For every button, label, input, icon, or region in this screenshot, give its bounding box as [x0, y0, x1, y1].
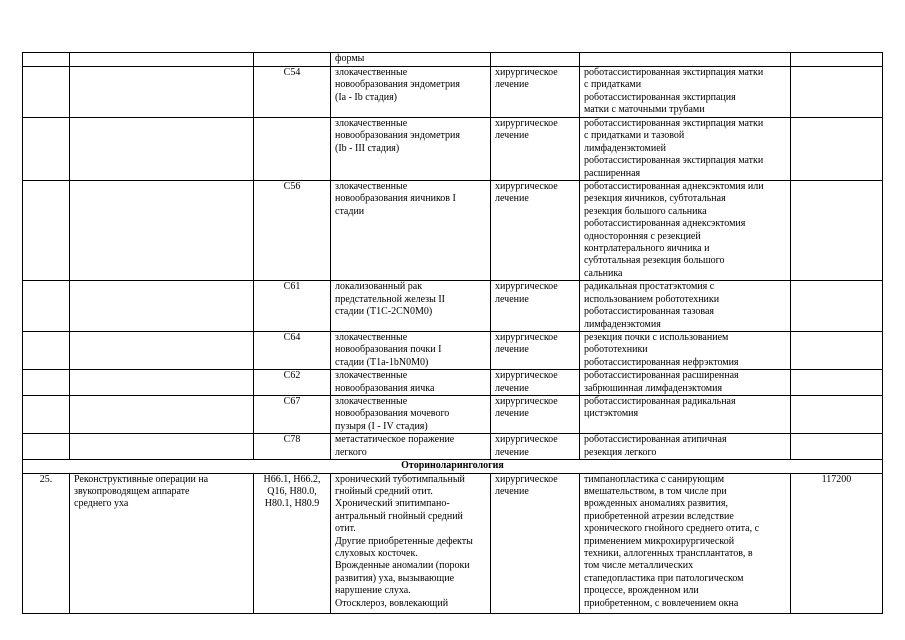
icd-code-cell-line: C64	[283, 331, 301, 343]
treatment-type-cell-line: лечение	[495, 344, 529, 356]
treatment-type-cell	[491, 281, 580, 332]
care-type-cell	[70, 370, 254, 396]
method-cell-line: приобретенной атрезии вследствие	[584, 510, 734, 522]
method-cell-line: роботассистированная экстирпация матки	[584, 118, 764, 129]
method-cell-line: лимфаденэктомия	[584, 318, 661, 330]
method-cell	[580, 281, 791, 332]
icd-code-cell-line: H80.1, H80.9	[264, 498, 320, 510]
diagnosis-cell-line: пузыря (I - IV стадия)	[335, 420, 428, 432]
diagnosis-cell-line: новообразования яичка	[335, 382, 435, 394]
diagnosis-cell	[331, 67, 491, 118]
treatment-type-cell-line: хирургическое	[495, 473, 558, 485]
care-type-cell-line: среднего уха	[74, 498, 129, 510]
method-cell-line: техники, аллогенных трансплантатов, в	[584, 548, 753, 559]
treatment-type-cell-line: хирургическое	[495, 67, 558, 78]
method-cell-line: тимпанопластика с санирующим	[584, 473, 725, 485]
method-cell-line: роботассистированная экстирпация матки	[584, 67, 764, 78]
diagnosis-cell-line: злокачественные	[335, 67, 408, 78]
number-cell	[23, 53, 70, 67]
treatment-type-cell-line: лечение	[495, 193, 529, 205]
method-cell-line: расширенная	[584, 167, 641, 179]
method-cell-line: процессе, врожденном или	[584, 585, 699, 597]
section-row	[23, 460, 883, 473]
diagnosis-cell-line: стадии (T1a-1bN0M0)	[335, 356, 429, 368]
treatment-type-cell-line: лечение	[495, 408, 529, 420]
icd-code-cell-line: C56	[283, 181, 301, 193]
care-type-cell	[70, 395, 254, 433]
price-cell	[791, 331, 883, 369]
icd-code-cell-line: C62	[283, 370, 301, 382]
method-cell-line: забрюшинная лимфаденэктомия	[584, 382, 723, 394]
icd-code-cell	[254, 395, 331, 433]
number-cell-line: 25.	[39, 473, 53, 485]
method-cell-line: роботассистированная расширенная	[584, 370, 739, 382]
table-row	[23, 181, 883, 281]
treatment-type-cell-line: лечение	[495, 485, 529, 497]
diagnosis-cell-line: новообразования эндометрия	[335, 79, 461, 91]
diagnosis-cell-line: хронический туботимпальный	[335, 473, 465, 485]
diagnosis-cell-line: (Ib - III стадия)	[335, 142, 400, 154]
treatment-type-cell-line: хирургическое	[495, 118, 558, 129]
diagnosis-cell-line: злокачественные	[335, 118, 408, 129]
care-type-cell-line: Реконструктивные операции на	[74, 473, 209, 485]
treatment-type-cell	[491, 331, 580, 369]
icd-code-cell	[254, 331, 331, 369]
diagnosis-cell-line: злокачественные	[335, 370, 408, 382]
method-cell-line: роботассистированная экстирпация	[584, 91, 736, 103]
icd-code-cell	[254, 370, 331, 396]
icd-code-cell	[254, 53, 331, 67]
method-cell-line: роботассистированная аднексэктомия	[584, 218, 746, 230]
diagnosis-cell-line: слуховых косточек.	[335, 548, 418, 559]
table-row	[23, 281, 883, 332]
icd-code-cell-line: C67	[283, 395, 301, 407]
diagnosis-cell	[331, 395, 491, 433]
care-type-cell	[70, 281, 254, 332]
icd-code-cell-line: Q16, H80.0,	[267, 485, 317, 497]
table-row	[23, 53, 883, 67]
diagnosis-cell-line: локализованный рак	[335, 281, 423, 293]
number-cell	[23, 281, 70, 332]
diagnosis-cell	[331, 118, 491, 181]
method-cell-line: матки с маточными трубами	[584, 104, 705, 116]
icd-code-cell-line: C78	[283, 434, 301, 446]
diagnosis-cell	[331, 181, 491, 281]
treatment-type-cell-line: лечение	[495, 79, 529, 91]
treatment-type-cell	[491, 395, 580, 433]
icd-code-cell	[254, 473, 331, 613]
diagnosis-cell-line: антральный гнойный средний	[335, 510, 463, 522]
method-cell-line: робототехники	[584, 344, 648, 356]
price-cell	[791, 473, 883, 613]
method-cell-line: вмешательством, в том числе при	[584, 485, 727, 497]
treatment-type-cell	[491, 118, 580, 181]
method-cell-line: радикальная простатэктомия с	[584, 281, 715, 293]
method-cell	[580, 395, 791, 433]
method-cell-line: сальника	[584, 267, 623, 279]
method-cell	[580, 67, 791, 118]
method-cell-line: роботассистированная тазовая	[584, 306, 714, 318]
table-row	[23, 331, 883, 369]
diagnosis-cell-line: стадии (T1C-2CN0M0)	[335, 306, 433, 318]
treatment-type-cell-line: хирургическое	[495, 281, 558, 293]
method-cell-line: резекция яичников, субтотальная	[584, 193, 726, 205]
diagnosis-cell-line: стадии	[335, 205, 365, 217]
icd-code-cell	[254, 118, 331, 181]
number-cell	[23, 370, 70, 396]
price-cell	[791, 370, 883, 396]
treatment-type-cell-line: лечение	[495, 130, 529, 142]
diagnosis-cell-line: формы	[335, 53, 365, 64]
care-type-cell	[70, 181, 254, 281]
method-cell	[580, 434, 791, 460]
method-cell-line: с придатками	[584, 79, 642, 91]
method-cell	[580, 53, 791, 67]
method-cell-line: резекция легкого	[584, 446, 657, 458]
diagnosis-cell-line: предстательной железы II	[335, 293, 446, 305]
number-cell	[23, 331, 70, 369]
diagnosis-cell-line: Врожденные аномалии (пороки	[335, 560, 470, 572]
method-cell-line: роботассистированная аднексэктомия или	[584, 181, 764, 193]
method-cell-line: цистэктомия	[584, 408, 639, 420]
number-cell	[23, 473, 70, 613]
diagnosis-cell-line: Другие приобретенные дефекты	[335, 535, 473, 547]
treatment-type-cell-line: хирургическое	[495, 395, 558, 407]
method-cell-line: врожденных аномалиях развития,	[584, 498, 728, 510]
price-cell	[791, 53, 883, 67]
method-cell-line: роботассистированная экстирпация матки	[584, 155, 764, 167]
treatment-type-cell	[491, 434, 580, 460]
care-type-cell	[70, 53, 254, 67]
icd-code-cell-line: C61	[283, 281, 301, 293]
care-type-cell	[70, 434, 254, 460]
method-cell-line: том числе металлических	[584, 560, 694, 572]
diagnosis-cell-line: новообразования почки I	[335, 344, 442, 356]
diagnosis-cell	[331, 53, 491, 67]
diagnosis-cell	[331, 370, 491, 396]
diagnosis-cell	[331, 331, 491, 369]
diagnosis-cell	[331, 281, 491, 332]
number-cell	[23, 67, 70, 118]
diagnosis-cell-line: Отосклероз, вовлекающий	[335, 597, 449, 609]
icd-code-cell	[254, 281, 331, 332]
diagnosis-cell-line: злокачественные	[335, 331, 408, 343]
treatment-type-cell	[491, 53, 580, 67]
price-cell	[791, 118, 883, 181]
treatment-type-cell	[491, 181, 580, 281]
diagnosis-cell-line: развития) уха, вызывающие	[335, 572, 455, 584]
treatment-type-cell	[491, 67, 580, 118]
care-type-cell	[70, 67, 254, 118]
price-cell-line: 117200	[821, 473, 852, 485]
method-cell-line: приобретенном, с вовлечением окна	[584, 597, 739, 609]
icd-code-cell	[254, 181, 331, 281]
method-cell-line: роботассистированная атипичная	[584, 434, 727, 446]
method-cell-line: роботассистированная радикальная	[584, 395, 736, 407]
method-cell-line: резекция большого сальника	[584, 205, 707, 217]
diagnosis-cell-line: новообразования мочевого	[335, 408, 450, 420]
diagnosis-cell-line: Хронический эпитимпано-	[335, 498, 450, 510]
icd-code-cell	[254, 434, 331, 460]
table-row	[23, 370, 883, 396]
diagnosis-cell-line: нарушение слуха.	[335, 585, 411, 597]
table-row	[23, 434, 883, 460]
icd-code-cell-line: H66.1, H66.2,	[263, 473, 321, 485]
icd-code-cell	[254, 67, 331, 118]
treatment-type-cell-line: лечение	[495, 293, 529, 305]
diagnosis-cell-line: гнойный средний отит.	[335, 485, 433, 497]
method-cell	[580, 181, 791, 281]
care-type-cell-line: звукопроводящем аппарате	[74, 485, 190, 497]
diagnosis-cell-line: новообразования яичников I	[335, 193, 456, 205]
number-cell	[23, 181, 70, 281]
treatment-type-cell	[491, 473, 580, 613]
price-cell	[791, 395, 883, 433]
diagnosis-cell-line: отит.	[335, 523, 356, 535]
table-row-25	[23, 473, 883, 613]
care-type-cell	[70, 331, 254, 369]
price-cell	[791, 181, 883, 281]
method-cell-line: контрлатерального яичника и	[584, 243, 710, 255]
price-cell	[791, 434, 883, 460]
treatment-type-cell-line: лечение	[495, 382, 529, 394]
diagnosis-cell-line: (Ia - Ib стадия)	[335, 91, 397, 103]
care-type-cell	[70, 118, 254, 181]
method-cell	[580, 118, 791, 181]
section-title: Оториноларингология	[23, 460, 883, 473]
number-cell	[23, 395, 70, 433]
method-cell-line: применением микрохирургической	[584, 535, 735, 547]
diagnosis-cell-line: метастатическое поражение	[335, 434, 455, 446]
diagnosis-cell-line: легкого	[335, 446, 367, 458]
price-cell	[791, 67, 883, 118]
table-row	[23, 67, 883, 118]
method-cell	[580, 473, 791, 613]
diagnosis-cell	[331, 434, 491, 460]
method-cell	[580, 331, 791, 369]
icd-code-cell-line: C54	[283, 67, 301, 78]
treatment-type-cell-line: хирургическое	[495, 434, 558, 446]
method-cell-line: с придатками и тазовой	[584, 130, 685, 142]
number-cell	[23, 434, 70, 460]
method-cell	[580, 370, 791, 396]
table-row	[23, 118, 883, 181]
treatment-type-cell-line: лечение	[495, 446, 529, 458]
method-cell-line: хронического гнойного среднего отита, с	[584, 523, 760, 535]
treatment-type-cell-line: хирургическое	[495, 331, 558, 343]
method-cell-line: использованием робототехники	[584, 293, 720, 305]
price-cell	[791, 281, 883, 332]
number-cell	[23, 118, 70, 181]
treatment-type-cell-line: хирургическое	[495, 370, 558, 382]
treatment-type-cell-line: хирургическое	[495, 181, 558, 193]
method-cell-line: стапедопластика при патологическом	[584, 572, 744, 584]
treatment-type-cell	[491, 370, 580, 396]
diagnosis-cell	[331, 473, 491, 613]
care-type-cell	[70, 473, 254, 613]
method-cell-line: субтотальная резекция большого	[584, 255, 725, 267]
method-cell-line: роботассистированная нефрэктомия	[584, 356, 739, 368]
method-cell-line: резекция почки с использованием	[584, 331, 729, 343]
method-cell-line: лимфаденэктомией	[584, 142, 667, 154]
table-row	[23, 395, 883, 433]
medical-care-table	[22, 52, 883, 614]
diagnosis-cell-line: злокачественные	[335, 395, 408, 407]
diagnosis-cell-line: злокачественные	[335, 181, 408, 193]
diagnosis-cell-line: новообразования эндометрия	[335, 130, 461, 142]
method-cell-line: односторонняя с резекцией	[584, 230, 701, 242]
